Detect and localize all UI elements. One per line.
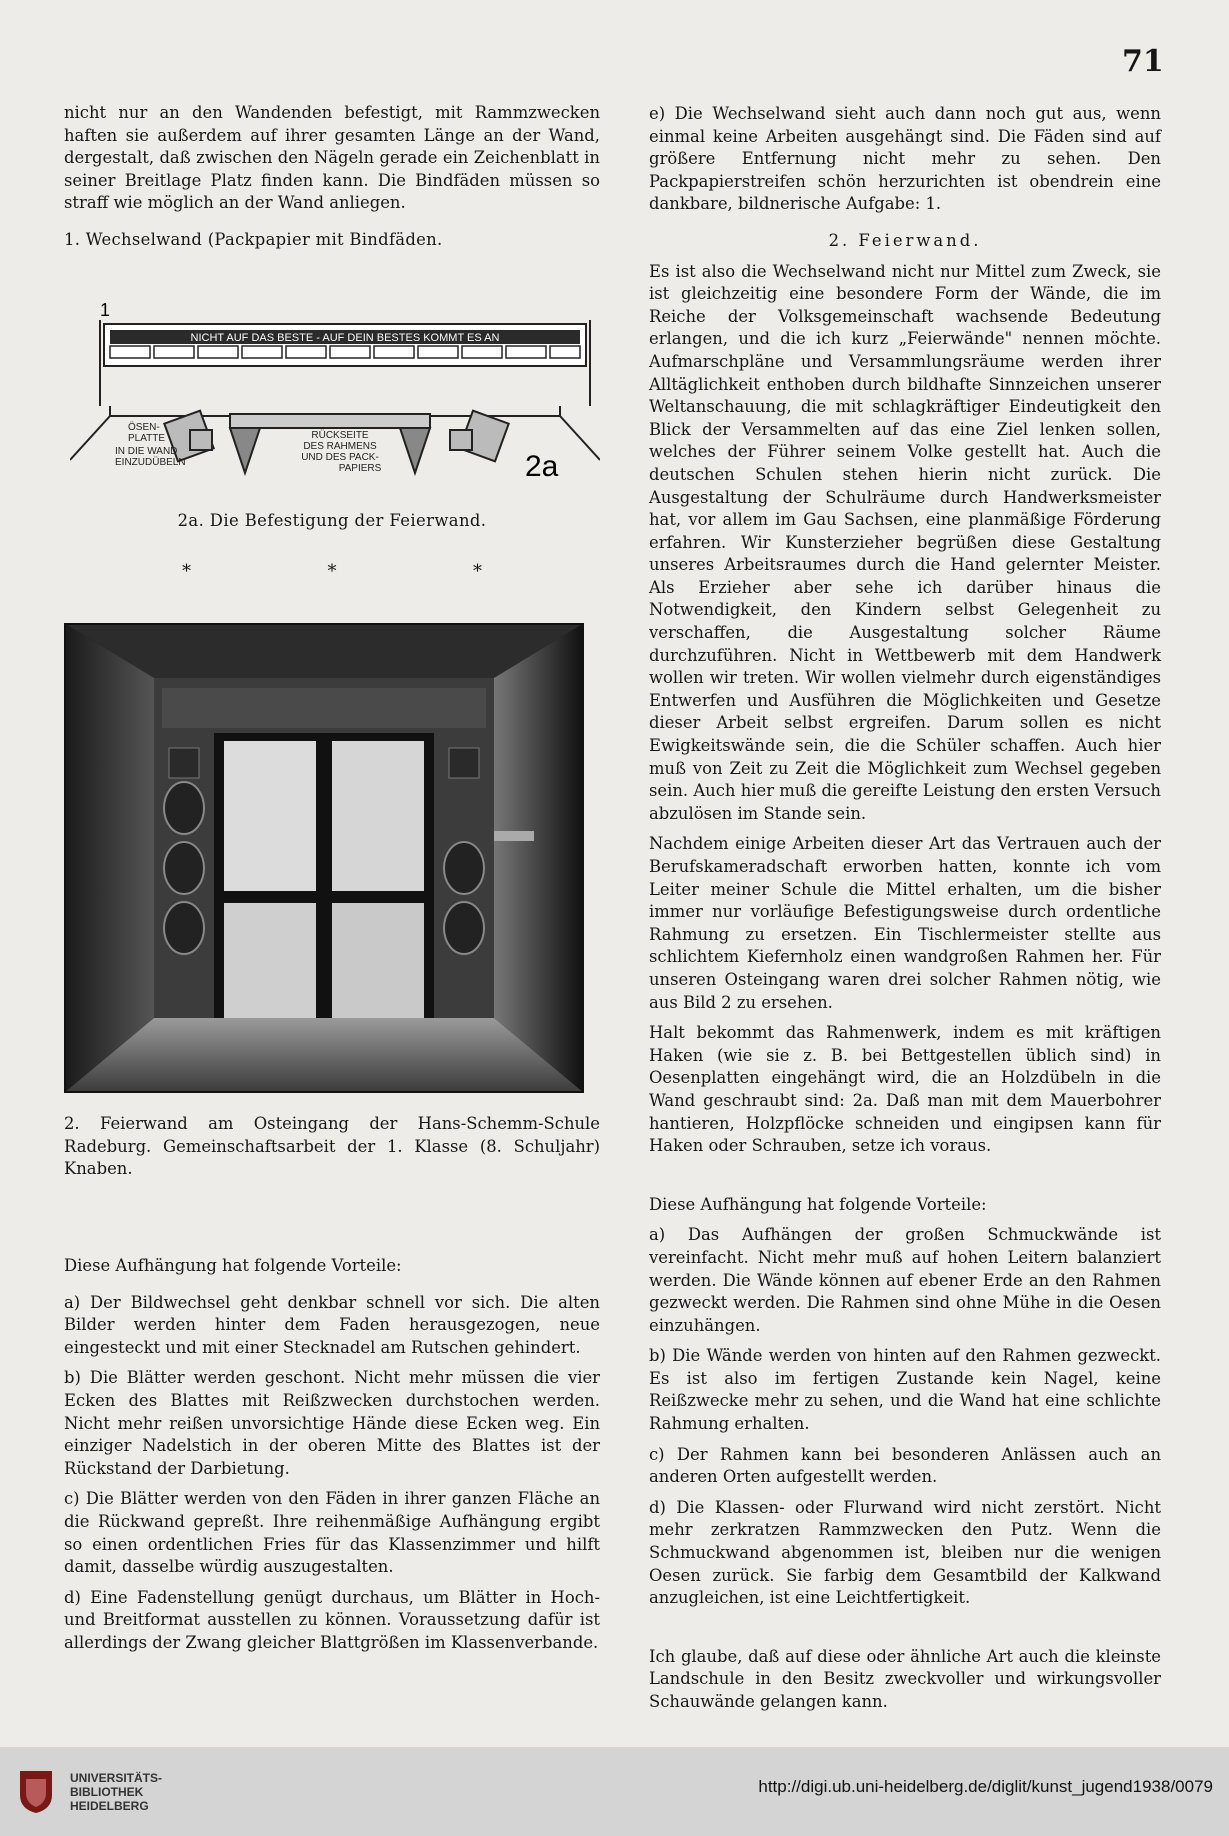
- separator-star: *: [182, 561, 191, 582]
- rueckseite-label-4: PAPIERS: [338, 463, 382, 474]
- advantage-item: c) Der Rahmen kann bei besonderen Anlässen auch an anderen Orten aufgestellt werden.: [649, 1444, 1161, 1487]
- left-column-bottom: [64, 1255, 600, 1655]
- paragraph: Diese Aufhängung hat folgende Vorteile:: [649, 1194, 987, 1214]
- wall-mount-diagram: [70, 298, 600, 488]
- banner-text: NICHT AUF DAS BESTE - AUF DEIN BESTES KOMMT ES AN: [190, 332, 500, 344]
- left-column-top: [64, 102, 600, 252]
- section-heading: 2. Feierwand.: [828, 230, 982, 250]
- page-number: 71: [1122, 44, 1164, 79]
- advantage-item: d) Die Klassen- oder Flurwand wird nicht zerstört. Nicht mehr zerkratzen Rammzwecken den Putz. Wenn die Schmuckwand abgenommen ist, bleiben nur die wenigen Oesen zurück. Sie farbig dem Gesamtbild der Kalkwand anzugleichen, ist eine Leichtfertigkeit.: [649, 1497, 1161, 1608]
- in-die-wand-label-2: EINZUDÜBELN: [115, 457, 186, 468]
- photo-caption: 2. Feierwand am Osteingang der Hans-Schemm-Schule Radeburg. Gemeinschaftsarbeit der 1. Klasse (8. Schuljahr) Knaben.: [64, 1114, 600, 1179]
- footer-bar: [0, 1747, 1229, 1836]
- rueckseite-label-3: UND DES PACK-: [301, 452, 379, 463]
- paragraph: Diese Aufhängung hat folgende Vorteile:: [64, 1256, 402, 1275]
- advantage-item: a) Das Aufhängen der großen Schmuckwände ist vereinfacht. Nicht mehr muß auf hohen Leitern balanziert werden. Die Wände können auf ebener Erde an den Rahmen gezweckt werden. Die Rahmen sind ohne Mühe in die Oesen einzuhängen.: [649, 1225, 1161, 1335]
- separator-star: *: [473, 561, 482, 582]
- advantage-item: e) Die Wechselwand sieht auch dann noch gut aus, wenn einmal keine Arbeiten ausgehängt sind. Die Fäden sind auf größere Entfernung nicht mehr zu sehen. Den Packpapierstreifen schön herzurichten ist obendrein eine dankbare, bildnerische Aufgabe: 1.: [649, 104, 1161, 214]
- in-die-wand-label-1: IN DIE WAND: [115, 446, 178, 457]
- library-logo-icon: [16, 1767, 56, 1815]
- paragraph: nicht nur an den Wandenden befestigt, mit Rammzwecken haften sie außerdem auf ihrer gesamten Länge an der Wand, dergestalt, daß zwischen den Nägeln gerade ein Zeichenblatt in seiner Breitlage Platz finden kann. Die Bindfäden müssen so straff wie möglich an der Wand anliegen.: [64, 103, 600, 213]
- separator-star: *: [327, 561, 337, 582]
- paragraph: Nachdem einige Arbeiten dieser Art das Vertrauen auch der Berufskameradschaft erworben hatten, konnte ich vom Leiter meiner Schule die Mittel erhalten, um die bisher immer nur vorläufige Befestigungsweise durch ordentliche Rahmung zu ersetzen. Ein Tischlermeister stellte aus schlichtem Kiefernholz einen wandgroßen Rahmen her. Für unseren Osteingang waren drei solcher Rahmen nötig, wie aus Bild 2 zu ersehen.: [649, 834, 1161, 1012]
- paragraph: Halt bekommt das Rahmenwerk, indem es mit kräftigen Haken (wie sie z. B. bei Bettgestellen üblich sind) in Oesenplatten eingehängt wird, die an Holzdübeln in die Wand geschraubt sind: 2a. Daß man mit dem Mauerbohrer hantieren, Holzpflöcke schneiden und eingipsen kann für Haken oder Schrauben, setze ich voraus.: [649, 1023, 1161, 1156]
- advantage-item: a) Der Bildwechsel geht denkbar schnell vor sich. Die alten Bilder werden hinter dem Faden herausgezogen, neue eingesteckt und mit einer Stecknadel am Rutschen gehindert.: [64, 1292, 600, 1357]
- advantage-item: c) Die Blätter werden von den Fäden in ihrer ganzen Fläche an die Rückwand gepreßt. Ihre reihenmäßige Aufhängung ergibt so einen ordentlichen Fries für das Klassenzimmer und hilft damit, dasselbe würdig auszugestalten.: [64, 1489, 600, 1577]
- rueckseite-label-1: RÜCKSEITE: [311, 430, 369, 441]
- paragraph: Ich glaube, daß auf diese oder ähnliche Art auch die kleinste Landschule in den Besitz zweckvoller und wirkungsvoller Schauwände gelangen kann.: [649, 1646, 1161, 1711]
- advantage-item: d) Eine Fadenstellung genügt durchaus, um Blätter in Hoch- und Breitformat ausstellen zu können. Voraussetzung dafür ist allerdings der Zwang gleicher Blattgrößen im Klassenverbande.: [64, 1587, 600, 1652]
- figure-label-2a: 2a: [525, 450, 559, 483]
- feierwand-photo: [64, 623, 584, 1093]
- figure-heading: 1. Wechselwand (Packpapier mit Bindfäden.: [64, 229, 443, 249]
- right-column: [649, 103, 1161, 1714]
- advantage-item: b) Die Blätter werden geschont. Nicht mehr müssen die vier Ecken des Blattes mit Reißzwecken durchstochen werden. Nicht mehr reißen unvorsichtige Hände diese Ecken weg. Ein einziger Nadelstich in der oberen Mitte des Blattes ist der Rückstand der Darbietung.: [64, 1368, 600, 1478]
- figure-2a-caption: 2a. Die Befestigung der Feierwand.: [177, 511, 487, 530]
- osen-platte-label-2: PLATTE: [128, 433, 166, 444]
- library-name: UNIVERSITÄTS- BIBLIOTHEK HEIDELBERG: [70, 1771, 163, 1813]
- osen-platte-label-1: ÖSEN-: [128, 422, 160, 433]
- figure-label-1: 1: [100, 300, 111, 320]
- rueckseite-label-2: DES RAHMENS: [303, 441, 377, 452]
- advantage-item: b) Die Wände werden von hinten auf den Rahmen gezweckt. Es ist also im fertigen Zustande kein Nagel, keine Reißzwecke mehr zu sehen, und die Wand hat eine schlichte Rahmung erhalten.: [649, 1346, 1161, 1434]
- section-separator: [64, 561, 600, 582]
- paragraph: Es ist also die Wechselwand nicht nur Mittel zum Zweck, sie ist gleichzeitig eine besondere Form der Wände, die im Reiche der Volksgemeinschaft wachsende Bedeutung erlangen, und die ich kurz „Feierwände" nennen möchte. Aufmarschpläne und Versammlungsräume werden ihrer Alltäglichkeit enthoben durch bildhafte Sinnzeichen unserer Weltanschauung, die mit schlagkräftiger Eindeutigkeit den Blick der Versammelten auf das eine Ziel lenken sollen, welches der Führer seinem Volke gestellt hat. Auch die deutschen Schulen stehen hierin nicht zurück. Die Ausgestaltung der Schulräume durch Handwerksmeister hat, vor allem im Gau Sachsen, eine planmäßige Förderung erfahren. Wir Kunsterzieher begrüßen diese Gestaltung unseres Arbeitsraumes durch die Hand gelernter Meister. Als Erzieher aber sehe ich darüber hinaus die Notwendigkeit, den Kindern selbst Gelegenheit zu verschaffen, die Ausgestaltung solcher Räume durchzuführen. Nicht in Wettbewerb mit dem Handwerk wollen wir treten. Wir wollen vielmehr durch eigenständiges Entwerfen und Ausführen die Möglichkeiten und Gesetze dieser Arbeit selbst ergreifen. Darum sollen es nicht Ewigkeitswände sein, die die Schüler schaffen. Auch hier muß von Zeit zu Zeit die Möglichkeit zum Wechsel gegeben sein. Auch hier muß die gereifte Leistung den ersten Versuch abzulösen im Stande sein.: [649, 261, 1161, 823]
- source-url-link[interactable]: http://digi.ub.uni-heidelberg.de/diglit/kunst_jugend1938/0079: [758, 1777, 1213, 1796]
